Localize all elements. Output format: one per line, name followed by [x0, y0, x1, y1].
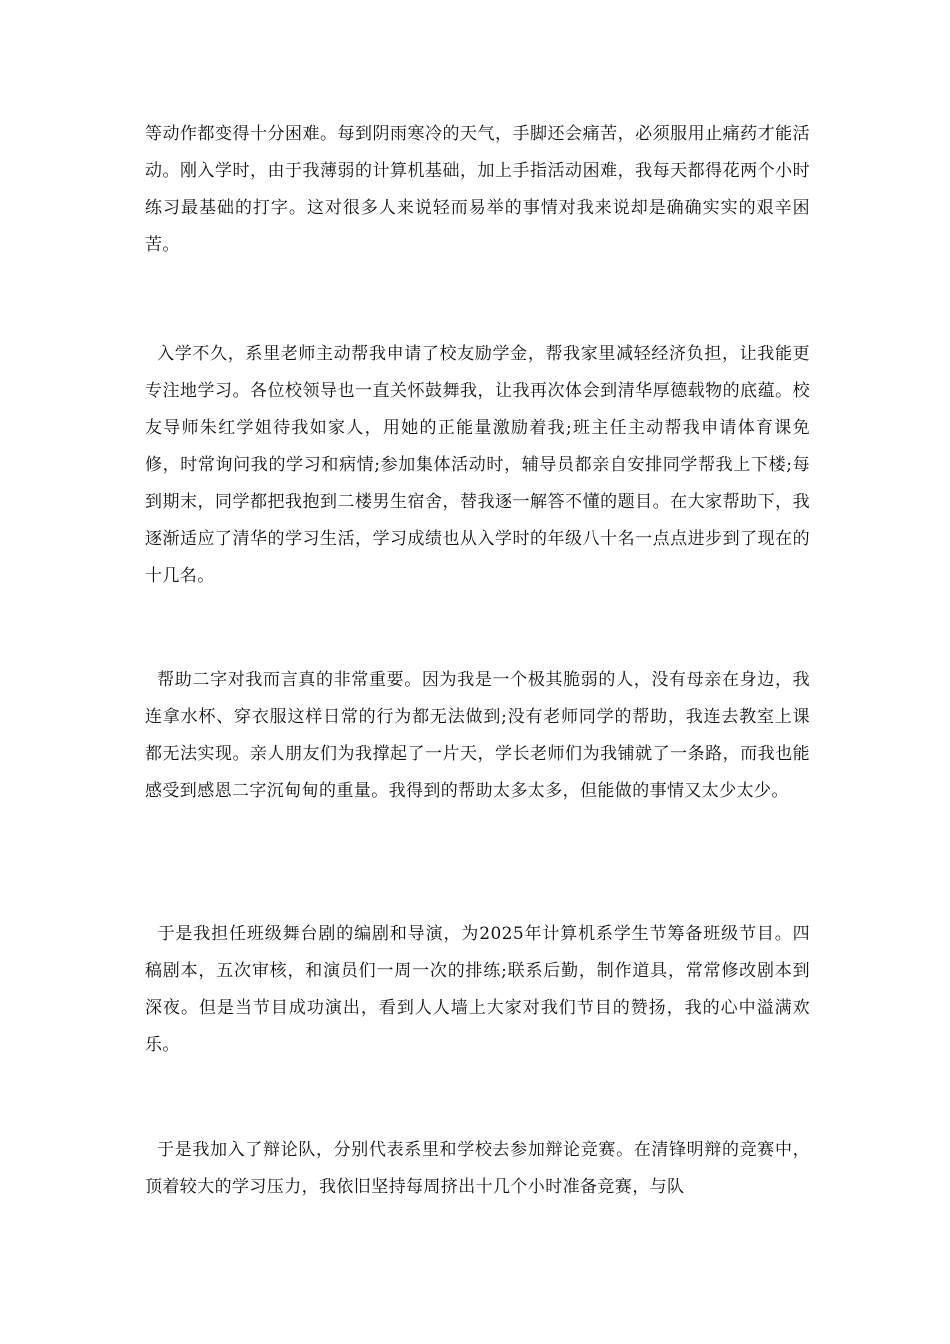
- paragraph-5: 于是我加入了辩论队，分别代表系里和学校去参加辩论竞赛。在清锋明辩的竞赛中，顶着较大的学习压力，我依旧坚持每周挤出十几个小时准备竞赛，与队: [145, 1140, 810, 1197]
- paragraph-1: 等动作都变得十分困难。每到阴雨寒冷的天气，手脚还会痛苦，必须服用止痛药才能活动。刚入学时，由于我薄弱的计算机基础，加上手指活动困难，我每天都得花两个小时练习最基础的打字。这对很多人来说轻而易举的事情对我来说却是确确实实的艰辛困苦。: [145, 124, 810, 255]
- paragraph-2: 入学不久，系里老师主动帮我申请了校友励学金，帮我家里减轻经济负担，让我能更专注地学习。各位校领导也一直关怀鼓舞我，让我再次体会到清华厚德载物的底蕴。校友导师朱红学姐待我如家人，用她的正能量激励着我;班主任主动帮我申请体育课免修，时常询问我的学习和病情;参加集体活动时，辅导员都亲自安排同学帮我上下楼;每到期末，同学都把我抱到二楼男生宿舍，替我逐一解答不懂的题目。在大家帮助下，我逐渐适应了清华的学习生活，学习成绩也从入学时的年级八十名一点点进步到了现在的十几名。: [145, 344, 810, 586]
- paragraph-4: 于是我担任班级舞台剧的编剧和导演，为2025年计算机系学生节筹备班级节目。四稿剧本，五次审核，和演员们一周一次的排练;联系后勤，制作道具，常常修改剧本到深夜。但是当节目成功演出，看到人人墙上大家对我们节目的赞扬，我的心中溢满欢乐。: [145, 924, 811, 1055]
- paragraph-3: 帮助二字对我而言真的非常重要。因为我是一个极其脆弱的人，没有母亲在身边，我连拿水杯、穿衣服这样日常的行为都无法做到;没有老师同学的帮助，我连去教室上课都无法实现。亲人朋友们为我撑起了一片天，学长老师们为我铺就了一条路，而我也能感受到感恩二字沉甸甸的重量。我得到的帮助太多太多，但能做的事情又太少太少。: [145, 670, 810, 801]
